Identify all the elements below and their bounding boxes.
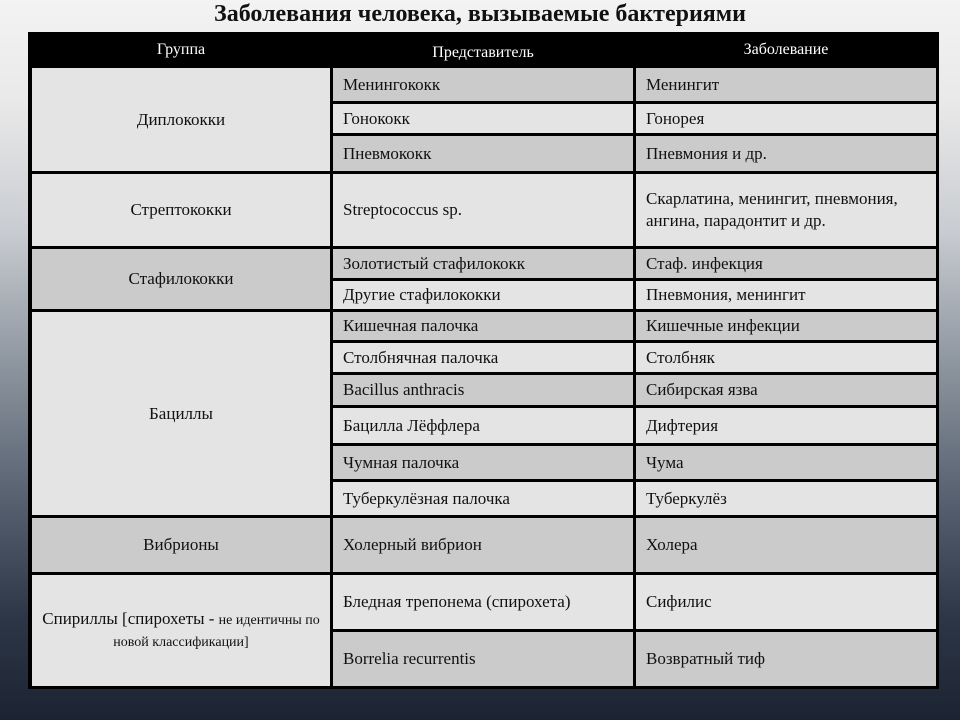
disease-cell: Пневмония, менингит <box>636 281 936 309</box>
bacteria-table <box>28 32 939 689</box>
disease-cell: Холера <box>636 518 936 572</box>
representative-cell: Пневмококк <box>333 136 633 171</box>
representative-cell: Менингококк <box>333 68 633 101</box>
group-spirilla-note: не идентичны по новой классификации] <box>113 612 320 650</box>
group-streptococci: Стрептококки <box>32 174 330 246</box>
representative-cell: Столбнячная палочка <box>333 343 633 372</box>
representative-cell: Другие стафилококки <box>333 281 633 309</box>
representative-cell: Бледная трепонема (спирохета) <box>333 575 633 629</box>
group-spirilla <box>32 575 330 686</box>
disease-cell: Сибирская язва <box>636 375 936 405</box>
representative-cell: Гонококк <box>333 104 633 133</box>
disease-cell: Стаф. инфекция <box>636 249 936 278</box>
disease-cell: Пневмония и др. <box>636 136 936 171</box>
representative-cell: Золотистый стафилококк <box>333 249 633 278</box>
representative-cell: Бацилла Лёффлера <box>333 408 633 443</box>
disease-cell: Сифилис <box>636 575 936 629</box>
representative-cell: Bacillus anthracis <box>333 375 633 405</box>
group-vibrios: Вибрионы <box>32 518 330 572</box>
header-disease: Заболевание <box>636 34 936 65</box>
representative-cell: Borrelia recurrentis <box>333 632 633 686</box>
group-bacilli: Бациллы <box>32 312 330 515</box>
group-staphylococci: Стафилококки <box>32 249 330 309</box>
group-diplococci: Диплококки <box>32 68 330 171</box>
disease-cell: Скарлатина, менингит, пневмония, ангина, парадонтит и др. <box>636 174 936 246</box>
disease-cell: Чума <box>636 446 936 479</box>
disease-cell: Возвратный тиф <box>636 632 936 686</box>
group-spirilla-label: Спириллы [спирохеты - <box>42 608 219 628</box>
representative-cell: Чумная палочка <box>333 446 633 479</box>
slide-title: Заболевания человека, вызываемые бактериями <box>214 1 746 27</box>
disease-cell: Туберкулёз <box>636 482 936 515</box>
representative-cell: Туберкулёзная палочка <box>333 482 633 515</box>
header-group: Группа <box>32 34 330 65</box>
disease-cell: Кишечные инфекции <box>636 312 936 340</box>
disease-cell: Менингит <box>636 68 936 101</box>
representative-cell: Кишечная палочка <box>333 312 633 340</box>
disease-cell: Столбняк <box>636 343 936 372</box>
header-representative: Представитель <box>333 34 633 65</box>
disease-cell: Дифтерия <box>636 408 936 443</box>
representative-cell: Streptococcus sp. <box>333 174 633 246</box>
disease-cell: Гонорея <box>636 104 936 133</box>
representative-cell: Холерный вибрион <box>333 518 633 572</box>
